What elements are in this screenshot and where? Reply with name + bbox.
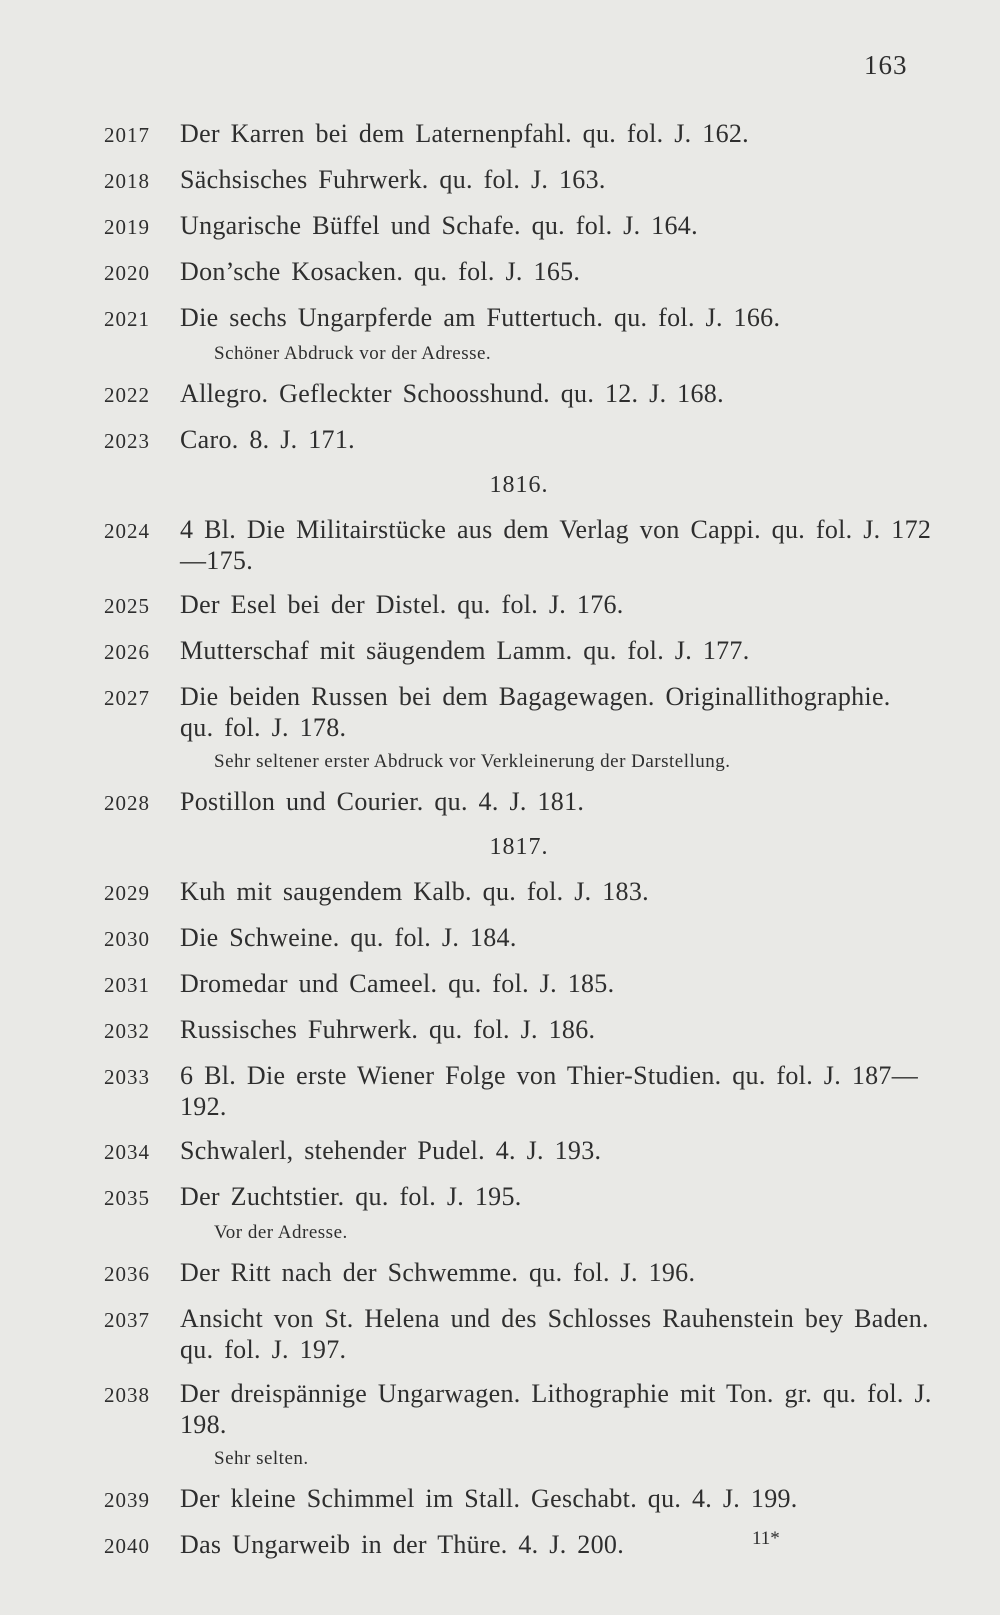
entry-text: Allegro. Gefleckter Schoosshund. qu. 12. J. 168.: [180, 379, 724, 408]
entry-text: Der kleine Schimmel im Stall. Geschabt. qu. 4. J. 199.: [180, 1484, 798, 1513]
entry-number: 2027: [104, 686, 150, 710]
entry-text: Ungarische Büffel und Schafe. qu. fol. J. 164.: [180, 211, 698, 240]
catalog-entry: [104, 968, 934, 1001]
catalog-entry: [104, 1529, 934, 1562]
entry-text: 4 Bl. Die Militairstücke aus dem Verlag von Cappi. qu. fol. J. 172—175.: [180, 515, 932, 575]
catalog-entry: [104, 118, 934, 151]
entry-number: 2040: [104, 1534, 150, 1558]
entry-number: 2034: [104, 1140, 150, 1164]
entry-text: Caro. 8. J. 171.: [180, 425, 355, 454]
entry-text: Don’sche Kosacken. qu. fol. J. 165.: [180, 257, 581, 286]
entry-number: 2030: [104, 927, 150, 951]
entry-text: Der Esel bei der Distel. qu. fol. J. 176.: [180, 590, 624, 619]
entry-number: 2031: [104, 973, 150, 997]
entry-text: Postillon und Courier. qu. 4. J. 181.: [180, 787, 585, 816]
entry-note: Sehr seltener erster Abdruck vor Verkleinerung der Darstellung.: [214, 751, 731, 772]
entry-number: 2023: [104, 429, 150, 453]
entry-number: 2038: [104, 1383, 150, 1407]
entry-number: 2037: [104, 1308, 150, 1332]
entry-number: 2024: [104, 519, 150, 543]
entry-number: 2028: [104, 791, 150, 815]
entry-text: Schwalerl, stehender Pudel. 4. J. 193.: [180, 1136, 602, 1165]
entry-text: Dromedar und Cameel. qu. fol. J. 185.: [180, 969, 615, 998]
page-number: 163: [864, 50, 908, 80]
catalog-entry: [104, 635, 934, 668]
entry-text: Ansicht von St. Helena und des Schlosses Rauhenstein bey Baden. qu. fol. J. 197.: [180, 1304, 929, 1364]
entry-text: Der Ritt nach der Schwemme. qu. fol. J. 196.: [180, 1258, 696, 1287]
catalog-entry: [104, 1378, 934, 1440]
catalog-entry: [104, 514, 934, 576]
entry-text: Kuh mit saugendem Kalb. qu. fol. J. 183.: [180, 877, 649, 906]
entry-number: 2018: [104, 169, 150, 193]
entry-text: Der Zuchtstier. qu. fol. J. 195.: [180, 1182, 522, 1211]
year-heading: 1817.: [489, 834, 549, 860]
catalog-entry: [104, 210, 934, 243]
catalog-entry: [104, 164, 934, 197]
catalog-entry: [104, 424, 934, 457]
entry-text: Die beiden Russen bei dem Bagagewagen. Originallithographie. qu. fol. J. 178.: [180, 682, 891, 742]
entry-text: Mutterschaf mit säugendem Lamm. qu. fol. J. 177.: [180, 636, 750, 665]
signature-mark: 11*: [752, 1528, 780, 1549]
entry-note: Sehr selten.: [214, 1448, 309, 1469]
entry-text: Sächsisches Fuhrwerk. qu. fol. J. 163.: [180, 165, 606, 194]
entry-number: 2017: [104, 123, 150, 147]
entry-text: Das Ungarweib in der Thüre. 4. J. 200.: [180, 1530, 624, 1559]
year-heading: 1816.: [489, 472, 549, 498]
entry-text: Die Schweine. qu. fol. J. 184.: [180, 923, 517, 952]
entry-number: 2029: [104, 881, 150, 905]
entry-number: 2025: [104, 594, 150, 618]
entry-number: 2036: [104, 1262, 150, 1286]
entry-number: 2021: [104, 307, 150, 331]
catalog-entry: [104, 876, 934, 909]
entry-number: 2033: [104, 1065, 150, 1089]
catalog-entry: [104, 256, 934, 289]
catalog-entry: [104, 589, 934, 622]
catalog-entry: [104, 302, 934, 335]
catalog-entry: [104, 1060, 934, 1122]
entry-number: 2019: [104, 215, 150, 239]
entry-text: Der dreispännige Ungarwagen. Lithographie mit Ton. gr. qu. fol. J. 198.: [180, 1379, 932, 1439]
entry-number: 2035: [104, 1186, 150, 1210]
catalog-entry: [104, 922, 934, 955]
entry-text: 6 Bl. Die erste Wiener Folge von Thier-Studien. qu. fol. J. 187—192.: [180, 1061, 919, 1121]
entry-number: 2022: [104, 383, 150, 407]
entry-note: Vor der Adresse.: [214, 1222, 348, 1243]
catalog-entry: [104, 1257, 934, 1290]
entry-note: Schöner Abdruck vor der Adresse.: [214, 343, 492, 364]
catalog-entry: [104, 378, 934, 411]
catalog-entry: [104, 786, 934, 819]
entry-text: Russisches Fuhrwerk. qu. fol. J. 186.: [180, 1015, 596, 1044]
catalog-entry: [104, 1181, 934, 1214]
catalog-entry: [104, 681, 934, 743]
catalog-entry: [104, 1483, 934, 1516]
entry-text: Die sechs Ungarpferde am Futtertuch. qu. fol. J. 166.: [180, 303, 781, 332]
entry-number: 2020: [104, 261, 150, 285]
catalog-entry: [104, 1014, 934, 1047]
catalog-entries: [104, 118, 934, 1575]
entry-text: Der Karren bei dem Laternenpfahl. qu. fol. J. 162.: [180, 119, 749, 148]
entry-number: 2032: [104, 1019, 150, 1043]
entry-number: 2026: [104, 640, 150, 664]
catalog-entry: [104, 1303, 934, 1365]
entry-number: 2039: [104, 1488, 150, 1512]
catalog-entry: [104, 1135, 934, 1168]
